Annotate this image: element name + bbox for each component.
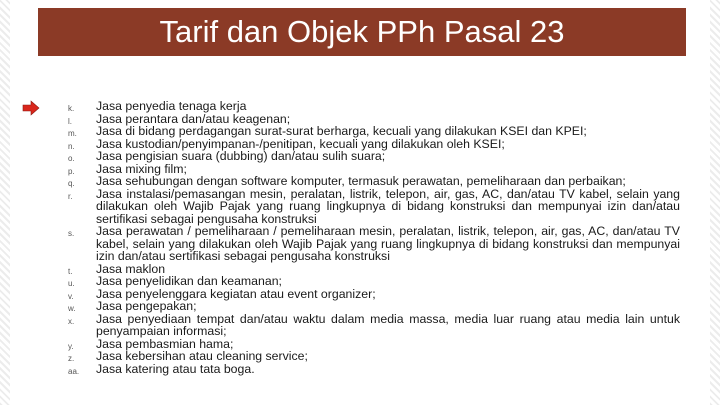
list-item: Jasa instalasi/pemasangan mesin, peralatan, listrik, telepon, air, gas, AC, dan/atau TV kabel, selain yang dilakukan oleh Wajib Pajak yang ruang lingkupnya di bidang konstruksi dan mempunyai izin dan/atau sertifikasi sebagai pengusaha konstruksi xyxy=(96,186,680,226)
list-item: Jasa penyediaan tempat dan/atau waktu dalam media massa, media luar ruang atau media lain untuk penyampaian informasi; xyxy=(96,311,680,338)
title-bar xyxy=(38,8,686,56)
list-item: Jasa penyedia tenaga kerja xyxy=(96,99,247,113)
list-item: Jasa kebersihan atau cleaning service; xyxy=(96,349,308,363)
list-item: Jasa penyelenggara kegiatan atau event organizer; xyxy=(96,286,376,301)
list-item: Jasa pengepakan; xyxy=(96,299,197,313)
list-item: Jasa mixing film; xyxy=(96,161,187,176)
item-letter-label: v. xyxy=(68,292,74,301)
list-item: Jasa maklon xyxy=(96,261,166,276)
item-letter-label: w. xyxy=(68,304,76,313)
item-letter-label: y. xyxy=(68,342,74,351)
item-letter-label: u. xyxy=(68,279,75,288)
item-list xyxy=(96,100,680,375)
item-letter-label: n. xyxy=(68,142,75,151)
right-decorative-stripes xyxy=(710,0,720,405)
slide-title: Tarif dan Objek PPh Pasal 23 xyxy=(159,14,565,49)
item-letter-label: z. xyxy=(68,354,75,363)
list-item: Jasa sehubungan dengan software komputer, termasuk perawatan, pemeliharaan dan perbaikan; xyxy=(96,174,626,188)
item-letter-label: s. xyxy=(68,229,75,238)
item-letter-label: q. xyxy=(68,179,75,188)
list-item: Jasa kustodian/penyimpanan-/penitipan, kecuali yang dilakukan oleh KSEI; xyxy=(96,136,505,151)
list-item: Jasa pembasmian hama; xyxy=(96,336,234,351)
item-letter-label: x. xyxy=(68,317,75,326)
item-letter-label: k. xyxy=(68,104,75,113)
item-letter-label: o. xyxy=(68,154,75,163)
item-letter-label: p. xyxy=(68,167,75,176)
left-decorative-stripes xyxy=(0,0,10,405)
item-letter-label: r. xyxy=(68,192,73,201)
list-item: Jasa perantara dan/atau keagenan; xyxy=(96,111,291,126)
list-item: Jasa pengisian suara (dubbing) dan/atau sulih suara; xyxy=(96,149,386,163)
item-letter-label: t. xyxy=(68,267,73,276)
list-item: Jasa katering atau tata boga. xyxy=(96,361,255,376)
list-item: Jasa penyelidikan dan keamanan; xyxy=(96,274,282,288)
arrow-right-icon xyxy=(22,100,40,116)
item-letter-label: m. xyxy=(68,129,77,138)
list-item: Jasa perawatan / pemeliharaan / pemeliharaan mesin, peralatan, listrik, telepon, air, gas, AC, dan/atau TV kabel, selain yang dilakukan oleh Wajib Pajak yang ruang lingkupnya di bidang konstruksi dan mempunyai izin dan/atau sertifikasi sebagai pengusaha konstruksi xyxy=(96,224,680,263)
item-letter-label: l. xyxy=(68,117,72,126)
item-letter-label: aa. xyxy=(68,367,80,376)
list-item: Jasa di bidang perdagangan surat-surat berharga, kecuali yang dilakukan KSEI dan KPEI; xyxy=(96,124,587,138)
